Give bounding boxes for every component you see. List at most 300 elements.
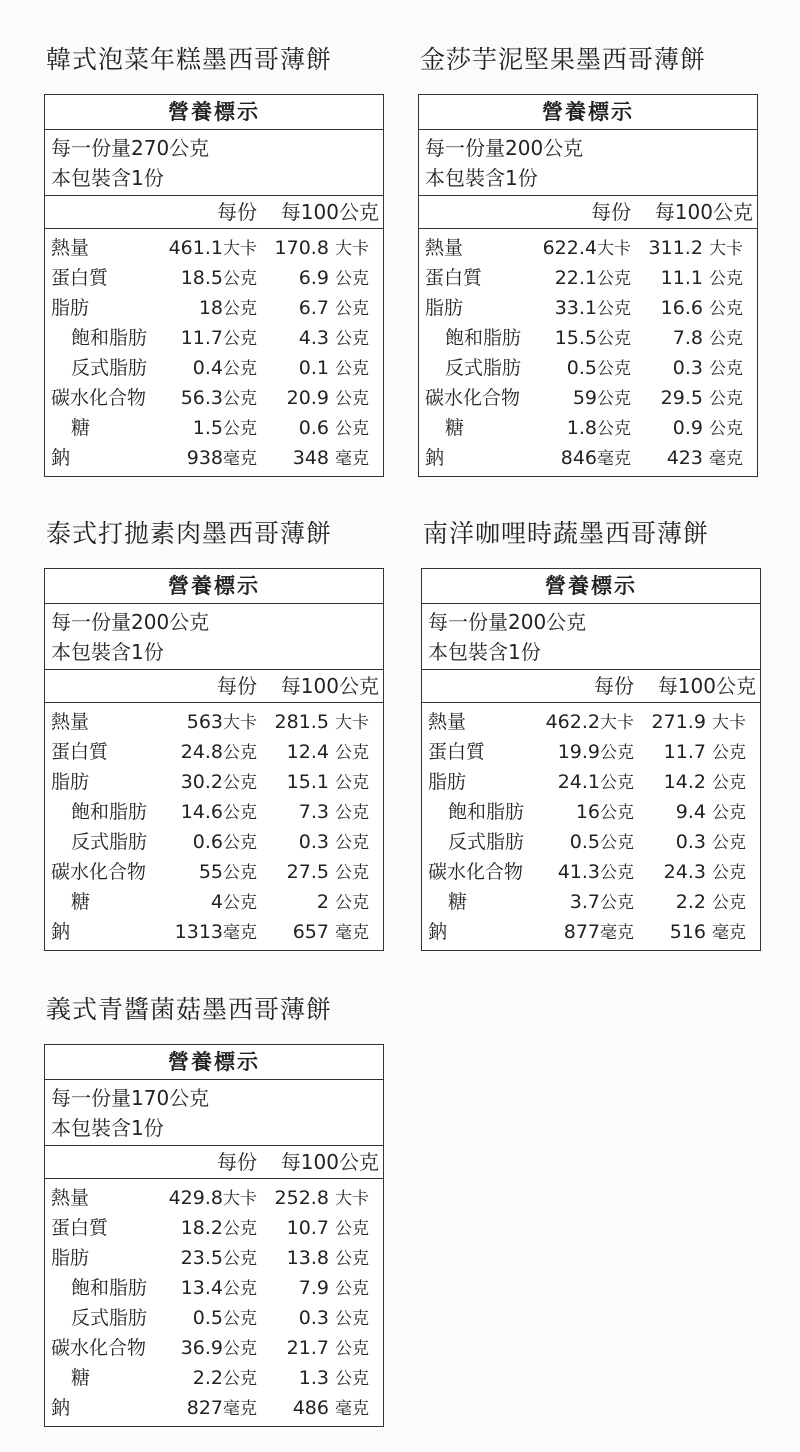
unit-label: 公克 bbox=[223, 773, 257, 793]
column-header-per-100g: 每100公克 bbox=[657, 674, 756, 698]
nutrient-row-sodium bbox=[419, 443, 757, 473]
per-serving-value: 18.5 bbox=[180, 267, 223, 289]
unit-label: 公克 bbox=[335, 419, 369, 439]
nutrient-label: 碳水化合物 bbox=[51, 1337, 147, 1359]
nutrient-row-calories bbox=[419, 233, 757, 263]
per-serving-cell bbox=[533, 233, 631, 263]
per-100g-cell bbox=[257, 323, 369, 353]
nutrient-row-sugar bbox=[45, 1363, 383, 1393]
unit-label: 毫克 bbox=[709, 449, 743, 469]
per-serving-value: 2.2 bbox=[192, 1367, 223, 1389]
per-100g-value: 15.1 bbox=[286, 771, 329, 793]
per-serving-value: 59 bbox=[572, 387, 597, 409]
nutrient-label: 鈉 bbox=[425, 447, 445, 469]
column-headers bbox=[45, 196, 383, 229]
unit-label: 毫克 bbox=[223, 923, 257, 943]
nutrient-row-calories bbox=[45, 707, 383, 737]
per-serving-cell bbox=[159, 443, 257, 473]
per-serving-value: 461.1 bbox=[168, 237, 223, 259]
unit-label: 毫克 bbox=[335, 1399, 369, 1419]
per-serving-value: 0.6 bbox=[192, 831, 223, 853]
per-100g-value: 423 bbox=[666, 447, 703, 469]
per-100g-value: 7.3 bbox=[298, 801, 329, 823]
column-header-blank bbox=[45, 1146, 163, 1178]
unit-label: 公克 bbox=[712, 863, 746, 883]
per-100g-value: 14.2 bbox=[663, 771, 706, 793]
nutrition-table bbox=[44, 94, 384, 477]
unit-label: 公克 bbox=[223, 1219, 257, 1239]
per-serving-value: 938 bbox=[186, 447, 223, 469]
unit-label: 大卡 bbox=[335, 1189, 369, 1209]
per-100g-value: 29.5 bbox=[660, 387, 703, 409]
nutrient-row-calories bbox=[45, 1183, 383, 1213]
column-headers bbox=[45, 670, 383, 703]
per-100g-cell bbox=[257, 443, 369, 473]
per-100g-value: 252.8 bbox=[274, 1187, 329, 1209]
nutrient-row-sugar bbox=[45, 413, 383, 443]
per-100g-value: 516 bbox=[669, 921, 706, 943]
nutrient-row-protein bbox=[419, 263, 757, 293]
column-headers bbox=[422, 670, 760, 703]
per-100g-value: 20.9 bbox=[286, 387, 329, 409]
nutrition-table bbox=[44, 568, 384, 951]
per-serving-cell bbox=[159, 737, 257, 767]
per-serving-value: 23.5 bbox=[180, 1247, 223, 1269]
unit-label: 公克 bbox=[600, 743, 634, 763]
unit-label: 大卡 bbox=[223, 1189, 257, 1209]
column-header-blank bbox=[45, 670, 163, 702]
nutrient-row-calories bbox=[422, 707, 760, 737]
per-100g-value: 0.3 bbox=[675, 831, 706, 853]
unit-label: 公克 bbox=[335, 1369, 369, 1389]
per-100g-cell bbox=[631, 263, 743, 293]
unit-label: 公克 bbox=[223, 329, 257, 349]
per-100g-cell bbox=[631, 233, 743, 263]
per-serving-cell bbox=[536, 827, 634, 857]
unit-label: 公克 bbox=[335, 1339, 369, 1359]
per-100g-value: 12.4 bbox=[286, 741, 329, 763]
per-100g-cell bbox=[634, 827, 746, 857]
unit-label: 公克 bbox=[335, 1249, 369, 1269]
per-serving-cell bbox=[159, 797, 257, 827]
per-serving-cell bbox=[159, 383, 257, 413]
per-serving-value: 846 bbox=[560, 447, 597, 469]
unit-label: 公克 bbox=[335, 329, 369, 349]
serving-info bbox=[45, 604, 383, 670]
unit-label: 公克 bbox=[223, 743, 257, 763]
nutrient-label: 反式脂肪 bbox=[71, 1307, 148, 1329]
nutrient-row-sodium bbox=[45, 1393, 383, 1423]
nutrient-label: 熱量 bbox=[51, 711, 90, 733]
per-serving-value: 24.1 bbox=[557, 771, 600, 793]
column-header-per-100g: 每100公克 bbox=[280, 1150, 379, 1174]
nutrient-row-carbohydrate bbox=[45, 857, 383, 887]
nutrient-label: 糖 bbox=[448, 891, 468, 913]
per-serving-cell bbox=[159, 827, 257, 857]
product-title: 韓式泡菜年糕墨西哥薄餅 bbox=[46, 45, 333, 74]
per-serving-cell bbox=[159, 1183, 257, 1213]
serving-size: 每一份量170公克 bbox=[51, 1086, 210, 1110]
product-title: 義式青醬菌菇墨西哥薄餅 bbox=[46, 995, 333, 1024]
nutrient-row-trans-fat bbox=[422, 827, 760, 857]
unit-label: 毫克 bbox=[712, 923, 746, 943]
column-header-per-serving: 每份 bbox=[217, 200, 257, 224]
nutrient-label: 反式脂肪 bbox=[445, 357, 522, 379]
nutrient-label: 熱量 bbox=[425, 237, 464, 259]
per-100g-cell bbox=[634, 707, 746, 737]
unit-label: 公克 bbox=[223, 389, 257, 409]
nutrition-table bbox=[418, 94, 758, 477]
per-100g-value: 21.7 bbox=[286, 1337, 329, 1359]
per-serving-cell bbox=[159, 707, 257, 737]
per-serving-value: 877 bbox=[563, 921, 600, 943]
servings-per-package: 本包裝含1份 bbox=[51, 640, 164, 664]
nutrient-row-fat bbox=[422, 767, 760, 797]
unit-label: 公克 bbox=[709, 389, 743, 409]
per-serving-cell bbox=[159, 857, 257, 887]
per-serving-value: 622.4 bbox=[542, 237, 597, 259]
per-serving-cell bbox=[536, 887, 634, 917]
table-header: 營養標示 bbox=[419, 95, 757, 130]
unit-label: 公克 bbox=[600, 863, 634, 883]
table-header: 營養標示 bbox=[45, 95, 383, 130]
nutrient-rows bbox=[45, 1179, 383, 1426]
unit-label: 公克 bbox=[223, 833, 257, 853]
per-serving-cell bbox=[533, 383, 631, 413]
per-serving-value: 22.1 bbox=[554, 267, 597, 289]
unit-label: 公克 bbox=[600, 893, 634, 913]
per-100g-cell bbox=[257, 827, 369, 857]
unit-label: 公克 bbox=[335, 389, 369, 409]
nutrient-row-carbohydrate bbox=[419, 383, 757, 413]
per-serving-cell bbox=[159, 293, 257, 323]
unit-label: 公克 bbox=[597, 419, 631, 439]
unit-label: 公克 bbox=[223, 1249, 257, 1269]
nutrient-row-sodium bbox=[45, 917, 383, 947]
unit-label: 公克 bbox=[712, 773, 746, 793]
per-serving-value: 0.4 bbox=[192, 357, 223, 379]
nutrition-panel bbox=[418, 42, 758, 477]
per-100g-value: 11.1 bbox=[660, 267, 703, 289]
unit-label: 公克 bbox=[597, 299, 631, 319]
nutrient-label: 鈉 bbox=[428, 921, 448, 943]
per-100g-cell bbox=[631, 353, 743, 383]
per-serving-value: 462.2 bbox=[545, 711, 600, 733]
per-serving-value: 827 bbox=[186, 1397, 223, 1419]
nutrient-label: 飽和脂肪 bbox=[71, 801, 148, 823]
nutrient-row-saturated-fat bbox=[45, 323, 383, 353]
servings-per-package: 本包裝含1份 bbox=[428, 640, 541, 664]
per-serving-cell bbox=[159, 233, 257, 263]
per-100g-cell bbox=[257, 1183, 369, 1213]
per-100g-cell bbox=[631, 413, 743, 443]
per-100g-value: 24.3 bbox=[663, 861, 706, 883]
unit-label: 公克 bbox=[335, 1309, 369, 1329]
per-100g-value: 4.3 bbox=[298, 327, 329, 349]
per-serving-value: 55 bbox=[198, 861, 223, 883]
column-header-blank bbox=[45, 196, 163, 228]
unit-label: 公克 bbox=[600, 803, 634, 823]
per-100g-cell bbox=[634, 767, 746, 797]
unit-label: 公克 bbox=[597, 359, 631, 379]
unit-label: 公克 bbox=[709, 299, 743, 319]
nutrient-label: 蛋白質 bbox=[51, 1217, 109, 1239]
product-title: 南洋咖哩時蔬墨西哥薄餅 bbox=[423, 519, 710, 548]
unit-label: 公克 bbox=[223, 419, 257, 439]
nutrient-label: 熱量 bbox=[428, 711, 467, 733]
per-100g-cell bbox=[257, 797, 369, 827]
nutrient-label: 碳水化合物 bbox=[51, 387, 147, 409]
per-100g-value: 311.2 bbox=[648, 237, 703, 259]
nutrient-label: 反式脂肪 bbox=[71, 357, 148, 379]
nutrient-label: 脂肪 bbox=[425, 297, 464, 319]
per-serving-value: 56.3 bbox=[180, 387, 223, 409]
unit-label: 公克 bbox=[223, 863, 257, 883]
per-serving-cell bbox=[533, 413, 631, 443]
column-headers bbox=[419, 196, 757, 229]
nutrient-rows bbox=[419, 229, 757, 476]
per-serving-value: 3.7 bbox=[569, 891, 600, 913]
nutrition-panel bbox=[44, 516, 384, 951]
nutrient-label: 飽和脂肪 bbox=[448, 801, 525, 823]
per-serving-value: 11.7 bbox=[180, 327, 223, 349]
nutrient-row-carbohydrate bbox=[45, 1333, 383, 1363]
nutrient-row-trans-fat bbox=[45, 827, 383, 857]
unit-label: 公克 bbox=[223, 269, 257, 289]
per-serving-cell bbox=[159, 1303, 257, 1333]
table-header: 營養標示 bbox=[45, 1045, 383, 1080]
per-serving-value: 15.5 bbox=[554, 327, 597, 349]
unit-label: 公克 bbox=[335, 833, 369, 853]
unit-label: 毫克 bbox=[597, 449, 631, 469]
per-serving-value: 18.2 bbox=[180, 1217, 223, 1239]
serving-size: 每一份量200公克 bbox=[51, 610, 210, 634]
per-serving-value: 1.5 bbox=[192, 417, 223, 439]
per-serving-cell bbox=[159, 767, 257, 797]
serving-info bbox=[419, 130, 757, 196]
unit-label: 公克 bbox=[709, 419, 743, 439]
per-100g-value: 13.8 bbox=[286, 1247, 329, 1269]
unit-label: 公克 bbox=[600, 833, 634, 853]
unit-label: 毫克 bbox=[600, 923, 634, 943]
per-serving-value: 429.8 bbox=[168, 1187, 223, 1209]
per-100g-cell bbox=[257, 887, 369, 917]
column-header-per-serving: 每份 bbox=[217, 1150, 257, 1174]
per-serving-cell bbox=[159, 353, 257, 383]
column-header-per-100g: 每100公克 bbox=[280, 200, 379, 224]
per-100g-cell bbox=[257, 1303, 369, 1333]
unit-label: 公克 bbox=[335, 1279, 369, 1299]
per-serving-cell bbox=[536, 767, 634, 797]
nutrient-label: 糖 bbox=[71, 1367, 91, 1389]
per-100g-value: 0.3 bbox=[298, 831, 329, 853]
nutrient-row-trans-fat bbox=[45, 1303, 383, 1333]
per-100g-cell bbox=[257, 737, 369, 767]
per-100g-cell bbox=[257, 383, 369, 413]
nutrient-label: 飽和脂肪 bbox=[71, 1277, 148, 1299]
per-serving-value: 0.5 bbox=[192, 1307, 223, 1329]
product-title: 金莎芋泥堅果墨西哥薄餅 bbox=[420, 45, 707, 74]
per-100g-cell bbox=[634, 797, 746, 827]
unit-label: 大卡 bbox=[597, 239, 631, 259]
per-100g-value: 0.3 bbox=[298, 1307, 329, 1329]
unit-label: 公克 bbox=[335, 863, 369, 883]
per-100g-value: 9.4 bbox=[675, 801, 706, 823]
per-100g-cell bbox=[257, 1393, 369, 1423]
nutrient-label: 碳水化合物 bbox=[428, 861, 524, 883]
nutrient-row-saturated-fat bbox=[422, 797, 760, 827]
unit-label: 大卡 bbox=[600, 713, 634, 733]
per-100g-value: 7.8 bbox=[672, 327, 703, 349]
unit-label: 公克 bbox=[335, 299, 369, 319]
column-headers bbox=[45, 1146, 383, 1179]
nutrient-rows bbox=[422, 703, 760, 950]
per-100g-cell bbox=[631, 293, 743, 323]
unit-label: 公克 bbox=[597, 269, 631, 289]
nutrient-label: 糖 bbox=[71, 417, 91, 439]
nutrient-row-sodium bbox=[45, 443, 383, 473]
per-100g-cell bbox=[257, 1243, 369, 1273]
nutrient-label: 飽和脂肪 bbox=[71, 327, 148, 349]
nutrient-row-protein bbox=[45, 1213, 383, 1243]
nutrient-row-calories bbox=[45, 233, 383, 263]
per-serving-value: 1.8 bbox=[566, 417, 597, 439]
per-serving-cell bbox=[536, 797, 634, 827]
unit-label: 公克 bbox=[712, 743, 746, 763]
nutrient-row-sugar bbox=[419, 413, 757, 443]
per-serving-value: 0.5 bbox=[569, 831, 600, 853]
nutrient-row-trans-fat bbox=[45, 353, 383, 383]
nutrient-label: 反式脂肪 bbox=[71, 831, 148, 853]
nutrient-label: 脂肪 bbox=[428, 771, 467, 793]
nutrient-label: 蛋白質 bbox=[51, 741, 109, 763]
per-serving-cell bbox=[159, 917, 257, 947]
unit-label: 毫克 bbox=[335, 449, 369, 469]
nutrient-row-saturated-fat bbox=[45, 1273, 383, 1303]
per-serving-cell bbox=[533, 293, 631, 323]
serving-info bbox=[422, 604, 760, 670]
per-100g-cell bbox=[257, 233, 369, 263]
nutrient-label: 脂肪 bbox=[51, 1247, 90, 1269]
per-serving-cell bbox=[159, 1273, 257, 1303]
per-100g-value: 0.6 bbox=[298, 417, 329, 439]
nutrient-label: 熱量 bbox=[51, 1187, 90, 1209]
per-100g-value: 16.6 bbox=[660, 297, 703, 319]
table-header: 營養標示 bbox=[45, 569, 383, 604]
unit-label: 公克 bbox=[223, 1309, 257, 1329]
nutrient-row-sugar bbox=[45, 887, 383, 917]
unit-label: 公克 bbox=[709, 359, 743, 379]
per-100g-cell bbox=[634, 857, 746, 887]
nutrient-label: 鈉 bbox=[51, 447, 71, 469]
unit-label: 公克 bbox=[335, 1219, 369, 1239]
unit-label: 公克 bbox=[597, 389, 631, 409]
servings-per-package: 本包裝含1份 bbox=[51, 166, 164, 190]
unit-label: 公克 bbox=[335, 893, 369, 913]
per-serving-value: 36.9 bbox=[180, 1337, 223, 1359]
nutrient-label: 鈉 bbox=[51, 921, 71, 943]
per-100g-value: 657 bbox=[292, 921, 329, 943]
per-serving-cell bbox=[536, 707, 634, 737]
nutrient-row-carbohydrate bbox=[45, 383, 383, 413]
per-100g-cell bbox=[257, 857, 369, 887]
nutrition-panel bbox=[44, 42, 384, 477]
nutrient-label: 碳水化合物 bbox=[51, 861, 147, 883]
per-serving-cell bbox=[159, 413, 257, 443]
nutrient-row-fat bbox=[419, 293, 757, 323]
nutrient-label: 脂肪 bbox=[51, 771, 90, 793]
serving-size: 每一份量200公克 bbox=[425, 136, 584, 160]
unit-label: 公克 bbox=[712, 833, 746, 853]
per-100g-cell bbox=[257, 707, 369, 737]
unit-label: 大卡 bbox=[223, 239, 257, 259]
per-100g-cell bbox=[631, 323, 743, 353]
per-100g-value: 0.3 bbox=[672, 357, 703, 379]
serving-size: 每一份量200公克 bbox=[428, 610, 587, 634]
per-serving-value: 33.1 bbox=[554, 297, 597, 319]
nutrient-row-sodium bbox=[422, 917, 760, 947]
unit-label: 公克 bbox=[223, 1339, 257, 1359]
per-100g-value: 2 bbox=[316, 891, 329, 913]
nutrient-label: 糖 bbox=[445, 417, 465, 439]
per-serving-value: 0.5 bbox=[566, 357, 597, 379]
per-100g-cell bbox=[257, 263, 369, 293]
per-100g-value: 1.3 bbox=[298, 1367, 329, 1389]
nutrition-table bbox=[421, 568, 761, 951]
nutrition-panel bbox=[421, 516, 761, 951]
per-serving-value: 14.6 bbox=[180, 801, 223, 823]
nutrient-row-sugar bbox=[422, 887, 760, 917]
per-serving-value: 4 bbox=[210, 891, 223, 913]
unit-label: 公克 bbox=[223, 1369, 257, 1389]
per-serving-value: 1313 bbox=[174, 921, 223, 943]
per-100g-value: 11.7 bbox=[663, 741, 706, 763]
nutrient-label: 飽和脂肪 bbox=[445, 327, 522, 349]
table-header: 營養標示 bbox=[422, 569, 760, 604]
per-100g-value: 6.7 bbox=[298, 297, 329, 319]
unit-label: 公克 bbox=[597, 329, 631, 349]
per-serving-cell bbox=[533, 443, 631, 473]
column-header-per-100g: 每100公克 bbox=[654, 200, 753, 224]
nutrient-label: 熱量 bbox=[51, 237, 90, 259]
column-header-blank bbox=[419, 196, 537, 228]
per-100g-cell bbox=[634, 917, 746, 947]
nutrient-row-fat bbox=[45, 767, 383, 797]
per-100g-value: 7.9 bbox=[298, 1277, 329, 1299]
servings-per-package: 本包裝含1份 bbox=[425, 166, 538, 190]
nutrient-row-saturated-fat bbox=[45, 797, 383, 827]
per-100g-cell bbox=[257, 1273, 369, 1303]
per-serving-cell bbox=[159, 1333, 257, 1363]
unit-label: 公克 bbox=[712, 893, 746, 913]
per-serving-value: 563 bbox=[186, 711, 223, 733]
unit-label: 毫克 bbox=[223, 1399, 257, 1419]
nutrient-row-saturated-fat bbox=[419, 323, 757, 353]
nutrient-row-protein bbox=[45, 263, 383, 293]
unit-label: 公克 bbox=[335, 743, 369, 763]
unit-label: 公克 bbox=[600, 773, 634, 793]
nutrient-label: 糖 bbox=[71, 891, 91, 913]
nutrition-panel bbox=[44, 992, 384, 1427]
unit-label: 大卡 bbox=[335, 713, 369, 733]
column-header-per-serving: 每份 bbox=[591, 200, 631, 224]
unit-label: 公克 bbox=[335, 773, 369, 793]
per-serving-value: 13.4 bbox=[180, 1277, 223, 1299]
nutrition-table bbox=[44, 1044, 384, 1427]
nutrient-label: 脂肪 bbox=[51, 297, 90, 319]
unit-label: 大卡 bbox=[223, 713, 257, 733]
per-100g-cell bbox=[634, 887, 746, 917]
